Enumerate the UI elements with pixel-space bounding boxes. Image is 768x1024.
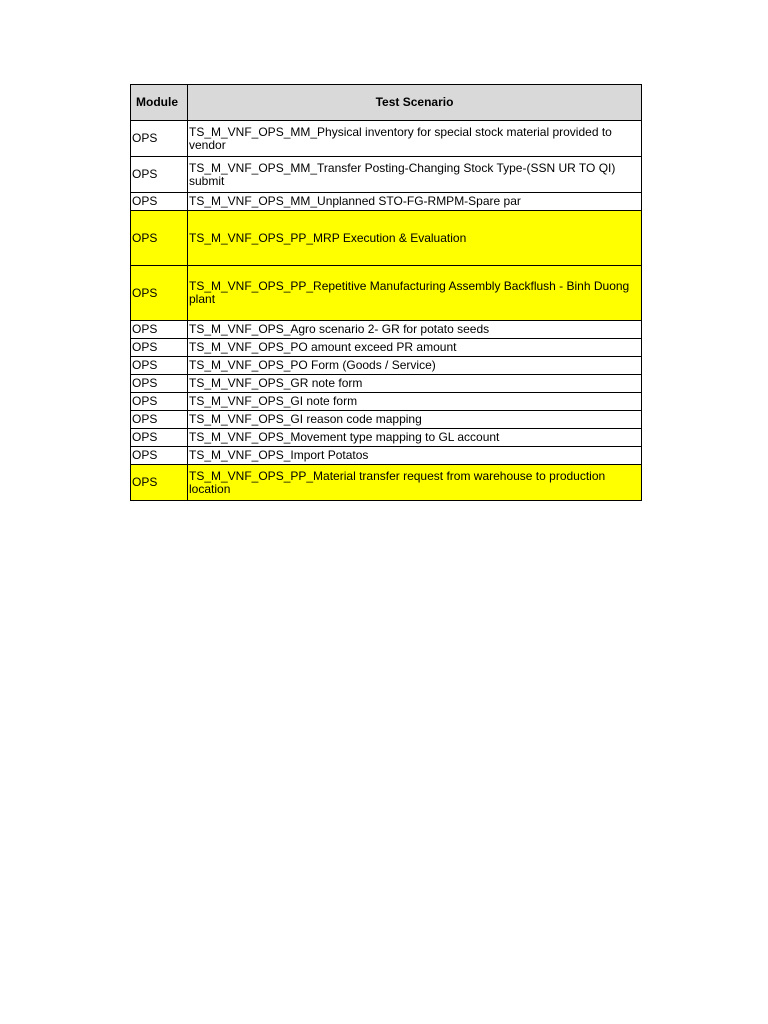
module-cell[interactable]: OPS [131,193,188,211]
table-row-highlighted [131,465,642,501]
table-row-highlighted [131,211,642,266]
scenario-cell[interactable]: TS_M_VNF_OPS_GI reason code mapping [188,411,642,429]
table-row [131,339,642,357]
module-cell[interactable]: OPS [131,357,188,375]
test-scenario-table [130,84,642,501]
module-cell[interactable]: OPS [131,411,188,429]
scenario-cell[interactable]: TS_M_VNF_OPS_MM_Physical inventory for special stock material provided to vendor [188,121,642,157]
scenario-cell[interactable]: TS_M_VNF_OPS_Import Potatos [188,447,642,465]
module-cell[interactable]: OPS [131,157,188,193]
scenario-cell[interactable]: TS_M_VNF_OPS_MM_Transfer Posting-Changing Stock Type-(SSN UR TO QI) submit [188,157,642,193]
scenario-cell[interactable]: TS_M_VNF_OPS_Agro scenario 2- GR for potato seeds [188,321,642,339]
scenario-cell[interactable]: TS_M_VNF_OPS_MM_Unplanned STO-FG-RMPM-Spare par [188,193,642,211]
header-row [131,85,642,121]
module-cell[interactable]: OPS [131,321,188,339]
module-cell[interactable]: OPS [131,339,188,357]
scenario-cell[interactable]: TS_M_VNF_OPS_PP_Repetitive Manufacturing Assembly Backflush - Binh Duong plant [188,266,642,321]
scenario-cell[interactable]: TS_M_VNF_OPS_GR note form [188,375,642,393]
table-row [131,357,642,375]
module-cell[interactable]: OPS [131,211,188,266]
table-row [131,411,642,429]
table-row-highlighted [131,266,642,321]
table-row [131,193,642,211]
module-cell[interactable]: OPS [131,429,188,447]
scenario-cell[interactable]: TS_M_VNF_OPS_GI note form [188,393,642,411]
scenario-cell[interactable]: TS_M_VNF_OPS_PO Form (Goods / Service) [188,357,642,375]
scenario-cell[interactable]: TS_M_VNF_OPS_PP_Material transfer request from warehouse to production location [188,465,642,501]
scenario-cell[interactable]: TS_M_VNF_OPS_PO amount exceed PR amount [188,339,642,357]
module-cell[interactable]: OPS [131,393,188,411]
module-cell[interactable]: OPS [131,465,188,501]
module-column-header[interactable]: Module [131,85,188,121]
table-row [131,321,642,339]
table-row [131,121,642,157]
scenario-column-header[interactable]: Test Scenario [188,85,642,121]
module-cell[interactable]: OPS [131,266,188,321]
table-row [131,429,642,447]
scenario-cell[interactable]: TS_M_VNF_OPS_PP_MRP Execution & Evaluation [188,211,642,266]
module-cell[interactable]: OPS [131,375,188,393]
table-row [131,447,642,465]
scenario-cell[interactable]: TS_M_VNF_OPS_Movement type mapping to GL account [188,429,642,447]
table-row [131,157,642,193]
module-cell[interactable]: OPS [131,447,188,465]
table-row [131,393,642,411]
module-cell[interactable]: OPS [131,121,188,157]
table-row [131,375,642,393]
